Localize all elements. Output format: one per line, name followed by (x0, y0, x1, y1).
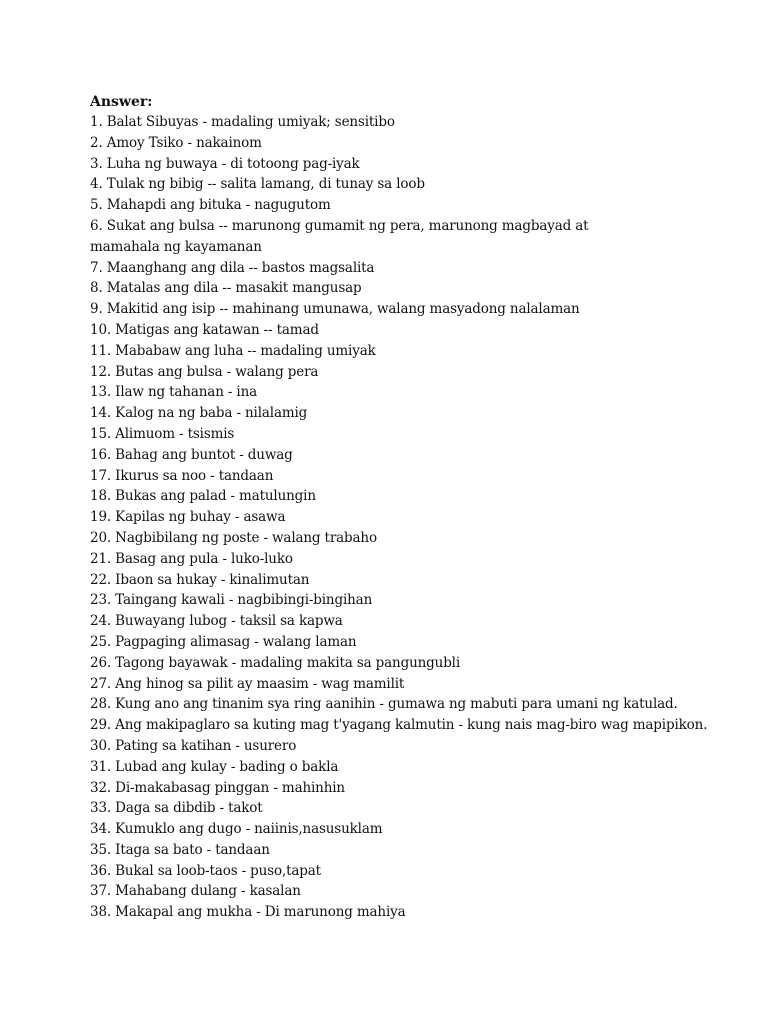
list-item: 11. Mababaw ang luha -- madaling umiyak (90, 342, 376, 359)
list-item: 19. Kapilas ng buhay - asawa (90, 509, 286, 526)
list-item: 23. Taingang kawali - nagbibingi-bingihan (90, 592, 373, 609)
list-item: 6. Sukat ang bulsa -- marunong gumamit ng pera, marunong magbayad at mamahala ng kayamanan (90, 217, 589, 255)
list-item: 38. Makapal ang mukha - Di marunong mahiya (90, 904, 406, 921)
list-item: 18. Bukas ang palad - matulungin (90, 488, 316, 505)
list-item: 3. Luha ng buwaya - di totoong pag-iyak (90, 155, 360, 172)
list-item: 26. Tagong bayawak - madaling makita sa pangungubli (90, 654, 461, 671)
list-item: 30. Pating sa katihan - usurero (90, 737, 297, 754)
list-item: 37. Mahabang dulang - kasalan (90, 883, 301, 900)
list-item: 22. Ibaon sa hukay - kinalimutan (90, 571, 310, 588)
list-item: 24. Buwayang lubog - taksil sa kapwa (90, 613, 343, 630)
list-item: 16. Bahag ang buntot - duwag (90, 446, 293, 463)
list-item: 25. Pagpaging alimasag - walang laman (90, 633, 357, 650)
list-item: 36. Bukal sa loob-taos - puso,tapat (90, 862, 321, 879)
list-item: 14. Kalog na ng baba - nilalamig (90, 405, 308, 422)
list-item: 29. Ang makipaglaro sa kuting mag t'yagang kalmutin - kung nais mag-biro wag mapipikon. (90, 717, 708, 734)
list-item: 21. Basag ang pula - luko-luko (90, 550, 293, 567)
list-item: 28. Kung ano ang tinanim sya ring aanihin - gumawa ng mabuti para umani ng katulad. (90, 696, 678, 713)
answer-list (90, 112, 730, 923)
list-item: 20. Nagbibilang ng poste - walang trabaho (90, 529, 377, 546)
list-item: 1. Balat Sibuyas - madaling umiyak; sensitibo (90, 114, 395, 130)
list-item: 2. Amoy Tsiko - nakainom (90, 134, 262, 151)
list-item: 12. Butas ang bulsa - walang pera (90, 363, 319, 380)
list-item: 17. Ikurus sa noo - tandaan (90, 467, 274, 484)
list-item: 34. Kumuklo ang dugo - naiinis,nasusuklam (90, 821, 383, 838)
answer-heading: Answer: (90, 94, 153, 110)
list-item: 8. Matalas ang dila -- masakit mangusap (90, 280, 362, 297)
list-item: 15. Alimuom - tsismis (90, 425, 235, 442)
list-item: 4. Tulak ng bibig -- salita lamang, di tunay sa loob (90, 176, 425, 193)
list-item: 31. Lubad ang kulay - bading o bakla (90, 758, 339, 775)
list-item: 13. Ilaw ng tahanan - ina (90, 384, 258, 401)
list-item: 27. Ang hinog sa pilit ay maasim - wag mamilit (90, 675, 405, 692)
list-item: 35. Itaga sa bato - tandaan (90, 841, 270, 858)
list-item: 7. Maanghang ang dila -- bastos magsalita (90, 259, 375, 276)
list-item: 33. Daga sa dibdib - takot (90, 800, 263, 817)
answer-document (90, 92, 730, 923)
list-item: 32. Di-makabasag pinggan - mahinhin (90, 779, 345, 796)
list-item: 10. Matigas ang katawan -- tamad (90, 321, 319, 338)
list-item: 5. Mahapdi ang bituka - nagugutom (90, 197, 331, 214)
list-item: 9. Makitid ang isip -- mahinang umunawa, walang masyadong nalalaman (90, 301, 580, 318)
